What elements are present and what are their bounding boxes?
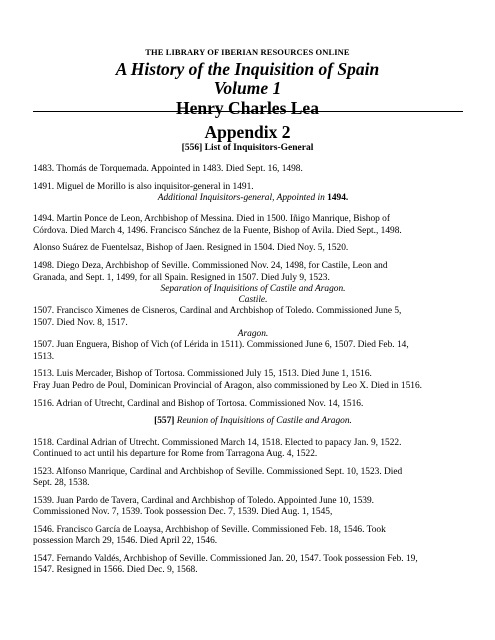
reunion-heading [33, 416, 473, 427]
entry-1516: 1516. Adrian of Utrecht, Cardinal and Bishop of Tortosa. Commissioned Nov. 14, 1516. [33, 398, 364, 409]
header-divider [33, 111, 463, 112]
document-body [33, 164, 473, 577]
entry-1546-line2: possession March 29, 1546. Died April 22, 1546. [33, 536, 218, 547]
entry-1547-line2: 1547. Resigned in 1566. Died Dec. 9, 1568. [33, 565, 198, 576]
entry-1547-line1: 1547. Fernando Valdés, Archbishop of Seville. Commissioned Jan. 20, 1547. Took possession Feb. 19, [33, 554, 418, 565]
book-title: A History of the Inquisition of Spain [115, 59, 380, 79]
entry-1523-line1: 1523. Alfonso Manrique, Cardinal and Archbishop of Seville. Commissioned Sept. 10, 1523. Died [33, 466, 403, 477]
note-additional-inquisitors [33, 193, 473, 204]
entry-1518-line2: Continued to act until his departure for Rome from Tarragona Aug. 4, 1522. [33, 448, 318, 459]
castile-heading: Castile. [238, 295, 268, 306]
volume-title: Volume 1 [213, 78, 282, 98]
entry-1518-line1: 1518. Cardinal Adrian of Utrecht. Commissioned March 14, 1518. Elected to papacy Jan. 9, 1522. [33, 437, 402, 448]
entry-1494-a-line1: 1494. Martin Ponce de Leon, Archbishop of Messina. Died in 1500. Iñigo Manrique, Bishop of [33, 214, 390, 225]
entry-1507-aragon-line1: 1507. Juan Enguera, Bishop of Vich (of Lérida in 1511). Commissioned June 6, 1507. Died Feb. 14, [33, 340, 409, 351]
entry-1498 [33, 261, 473, 284]
entry-1507-aragon [33, 340, 473, 363]
entry-1547 [33, 554, 473, 577]
reunion-text: Reunion of Inquisitions of Castile and Aragon. [176, 416, 352, 427]
separation-heading: Separation of Inquisitions of Castile and Aragon. [160, 283, 346, 294]
entry-1507-aragon-line2: 1513. [33, 351, 55, 362]
appendix-heading-block [0, 122, 495, 154]
entry-1513-line2: Fray Juan Pedro de Poul, Dominican Provincial of Aragon, also commissioned by Leo X. Died in 1516. [33, 380, 423, 391]
entry-1507-castile-line2: 1507. Died Nov. 8, 1517. [33, 317, 128, 328]
document-header [0, 47, 495, 118]
entry-1494-a-line2: Córdova. Died March 4, 1496. Francisco Sánchez de la Fuente, Bishop of Avila. Died Sept., 1498. [33, 225, 402, 236]
appendix-subtitle-text: List of Inquisitors-General [204, 143, 314, 153]
entry-1523-line2: Sept. 28, 1538. [33, 478, 90, 489]
entry-1513 [33, 369, 473, 392]
page-ref: [556] [181, 143, 203, 153]
entry-1518 [33, 438, 473, 461]
appendix-subtitle [0, 142, 495, 154]
library-name: THE LIBRARY OF IBERIAN RESOURCES ONLINE [145, 47, 350, 57]
entry-1539-line1: 1539. Juan Pardo de Tavera, Cardinal and Archbishop of Toledo. Appointed June 10, 1539. [33, 495, 374, 506]
entry-1494-a [33, 214, 473, 237]
entry-1498-line2: Granada, and Sept. 1, 1499, for all Spain. Resigned in 1507. Died July 9, 1523. [33, 272, 330, 283]
entry-1494-b: Alonso Suárez de Fuentelsaz, Bishop of Jaen. Resigned in 1504. Died Noy. 5, 1520. [33, 243, 349, 254]
entry-1513-line1: 1513. Luis Mercader, Bishop of Tortosa. Commissioned July 15, 1513. Died June 1, 1516. [33, 369, 372, 380]
note-year: 1494. [327, 193, 349, 204]
entry-1483: 1483. Thomás de Torquemada. Appointed in 1483. Died Sept. 16, 1498. [33, 164, 303, 174]
reunion-page-ref: [557] [154, 416, 175, 427]
entry-1539 [33, 496, 473, 519]
entry-1546-line1: 1546. Francisco García de Loaysa, Archbishop of Seville. Commissioned Feb. 18, 1546. Took [33, 524, 386, 535]
entry-1507-castile [33, 306, 473, 329]
aragon-heading: Aragon. [237, 329, 269, 340]
entry-1539-line2: Commissioned Nov. 7, 1539. Took possession Dec. 7, 1539. Died Aug. 1, 1545, [33, 507, 333, 518]
appendix-heading: Appendix 2 [204, 122, 291, 142]
entry-1546 [33, 525, 473, 548]
entry-1491: 1491. Miguel de Morillo is also inquisitor-general in 1491. [33, 181, 254, 192]
entry-1498-line1: 1498. Diego Deza, Archbishop of Seville. Commissioned Nov. 24, 1498, for Castile, Leon and [33, 261, 388, 272]
author-name: Henry Charles Lea [176, 98, 319, 118]
entry-1507-castile-line1: 1507. Francisco Ximenes de Cisneros, Cardinal and Archbishop of Toledo. Commissioned June 5, [33, 306, 402, 317]
entry-1523 [33, 467, 473, 490]
note-text: Additional Inquisitors-general, Appointed in [157, 193, 325, 204]
